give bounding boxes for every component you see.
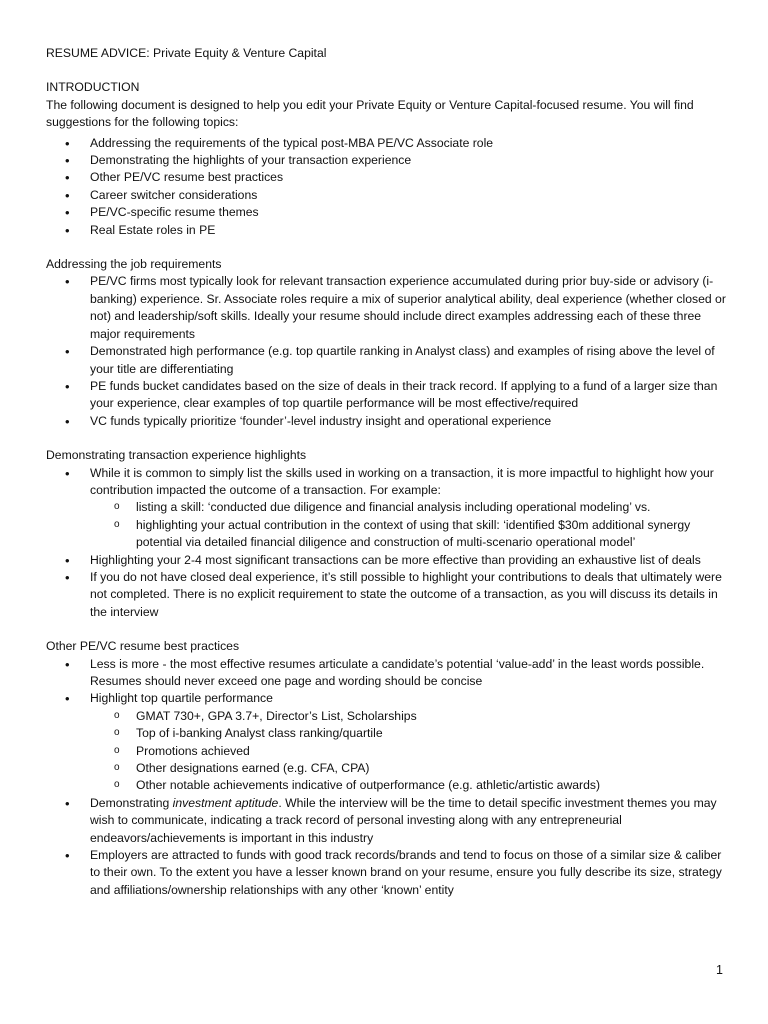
list-item: • PE/VC-specific resume themes [46, 204, 726, 221]
list-item-text-pre: Demonstrating [90, 795, 173, 810]
list-item: • Career switcher considerations [46, 187, 726, 204]
topics-list [46, 135, 726, 239]
list-item: • Addressing the requirements of the typical post-MBA PE/VC Associate role [46, 135, 726, 152]
sub-list-item: o listing a skill: ‘conducted due diligence and financial analysis including operational modeling’ vs. [46, 499, 726, 516]
sub-list-item: o Other designations earned (e.g. CFA, CPA) [46, 760, 726, 777]
document-title: RESUME ADVICE: Private Equity & Venture Capital [46, 46, 327, 60]
list-item: • PE/VC firms most typically look for relevant transaction experience accumulated during prior buy-side or advisory (i-banking) experience. Sr. Associate roles require a mix of superior analytical ability, deal experience (whether closed or not) and leadership/soft skills. Ideally your resume should include direct examples addressing each of these three major requirements [46, 273, 726, 343]
section-heading-job-requirements: Addressing the job requirements [46, 257, 222, 272]
sub-list-item: o Promotions achieved [46, 743, 726, 760]
list-item: • Employers are attracted to funds with good track records/brands and tend to focus on those of a similar size & caliber to their own. To the extent you have a lesser known brand on your resume, ensure you fully describe its size, strategy and affiliations/ownership relationships with any other ‘known’ entity [46, 847, 726, 899]
list-item: • Demonstrated high performance (e.g. top quartile ranking in Analyst class) and examples of rising above the level of your title are differentiating [46, 343, 726, 378]
list-item: • PE funds bucket candidates based on the size of deals in their track record. If applying to a fund of a larger size than your experience, clear examples of top quartile performance will be most effective/required [46, 378, 726, 413]
list-item-text: Highlight top quartile performance [90, 691, 273, 706]
sub-list-item: o GMAT 730+, GPA 3.7+, Director’s List, Scholarships [46, 708, 726, 725]
sub-list-item: o Other notable achievements indicative of outperformance (e.g. athletic/artistic awards) [46, 777, 726, 794]
sub-list [90, 708, 726, 795]
section-heading-transaction-highlights: Demonstrating transaction experience highlights [46, 448, 307, 463]
list-item: • Demonstrating the highlights of your transaction experience [46, 152, 726, 169]
intro-text: The following document is designed to help you edit your Private Equity or Venture Capital-focused resume. You will find suggestions for the following topics: [46, 97, 694, 130]
list-item: • Highlighting your 2-4 most significant transactions can be more effective than providing an exhaustive list of deals [46, 552, 726, 569]
list-item-text: While it is common to simply list the skills used in working on a transaction, it is more impactful to highlight how your contribution impacted the outcome of a transaction. For example: [90, 465, 714, 497]
list-item: • Other PE/VC resume best practices [46, 169, 726, 186]
emphasis-text: investment aptitude [172, 795, 279, 810]
document-body [46, 45, 726, 899]
job-requirements-list [46, 273, 726, 430]
list-item: • If you do not have closed deal experience, it’s still possible to highlight your contributions to deals that ultimately were not completed. There is no explicit requirement to state the outcome of a transaction, as you will discuss its details in the interview [46, 569, 726, 621]
page-number: 1 [716, 963, 723, 977]
list-item: • VC funds typically prioritize ‘founder’-level industry insight and operational experience [46, 413, 726, 430]
sub-list-item: o Top of i-banking Analyst class ranking/quartile [46, 725, 726, 742]
list-item: • Real Estate roles in PE [46, 222, 726, 239]
section-heading-best-practices: Other PE/VC resume best practices [46, 639, 240, 654]
list-item [46, 465, 726, 552]
sub-list-item: o highlighting your actual contribution in the context of using that skill: ‘identified $30m additional synergy potential via detailed financial diligence and construction of multi-scenario operational model’ [46, 517, 726, 552]
list-item [46, 690, 726, 794]
transaction-highlights-list [46, 465, 726, 622]
best-practices-list [46, 656, 726, 900]
list-item: • Less is more - the most effective resumes articulate a candidate’s potential ‘value-add’ in the least words possible. Resumes should never exceed one page and wording should be concise [46, 656, 726, 691]
intro-heading: INTRODUCTION [46, 80, 140, 95]
sub-list [90, 499, 726, 551]
list-item-text-post: . While the interview will be the time to detail specific investment themes you may wish to communicate, indicating a track record of personal investing along with any entrepreneurial endeavors/achievements is important in this industry [90, 795, 717, 845]
list-item [46, 795, 726, 847]
